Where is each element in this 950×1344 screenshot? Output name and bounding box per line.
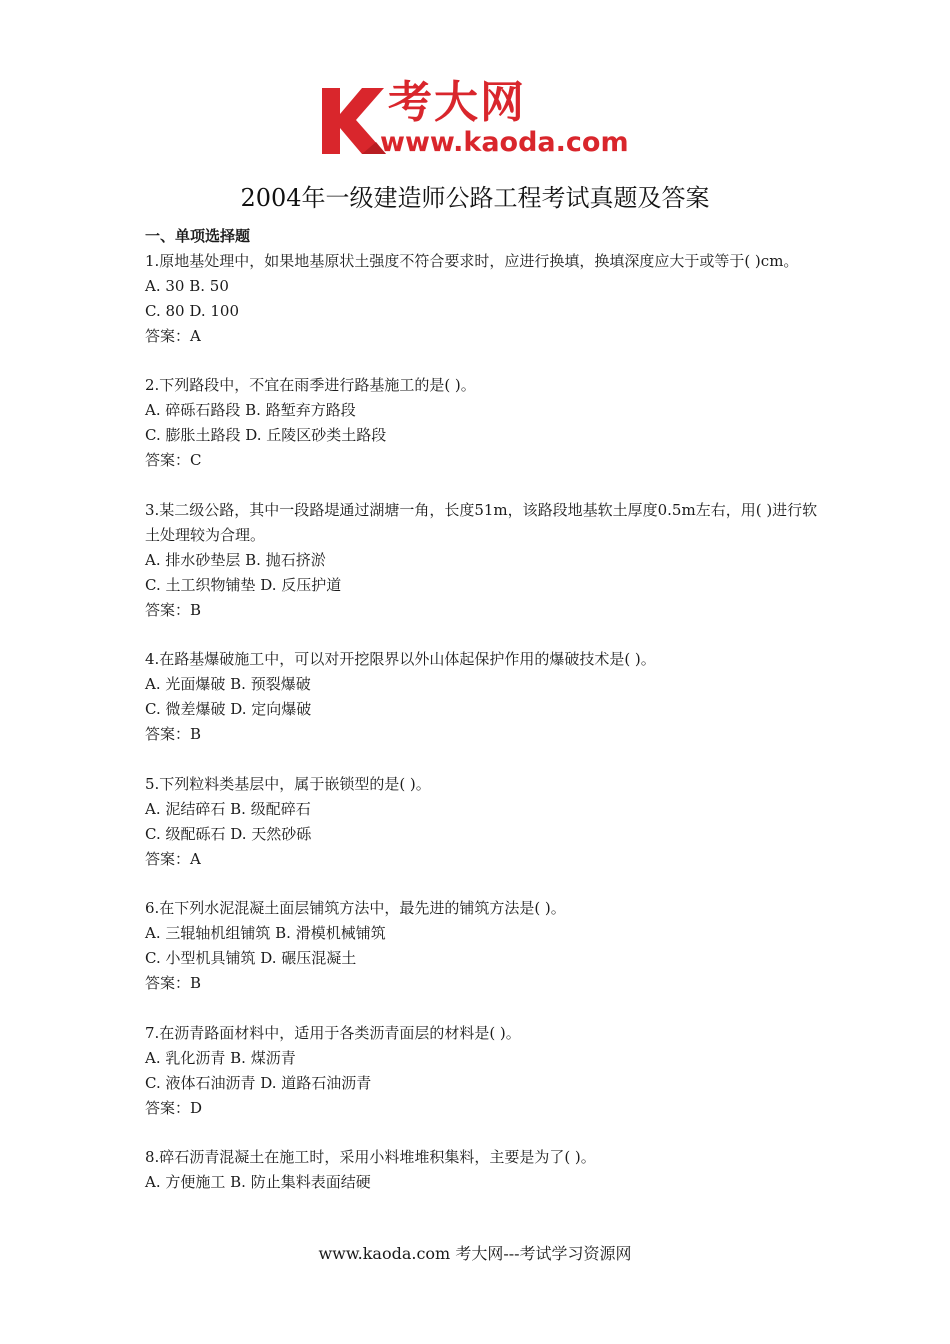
question-stem: 7.在沥青路面材料中，适用于各类沥青面层的材料是( )。 (145, 1023, 521, 1042)
question-stem: 6.在下列水泥混凝土面层铺筑方法中，最先进的铺筑方法是( )。 (145, 899, 566, 918)
option-line: A. 乳化沥青 B. 煤沥青 (145, 1048, 296, 1067)
option-line: A. 30 B. 50 (145, 276, 229, 295)
question-stem: 4.在路基爆破施工中，可以对开挖限界以外山体起保护作用的爆破技术是( )。 (145, 650, 656, 669)
question-stem: 8.碎石沥青混凝土在施工时，采用小料堆堆积集料，主要是为了( )。 (145, 1148, 596, 1167)
option-line: A. 三辊轴机组铺筑 B. 滑模机械铺筑 (145, 924, 386, 943)
option-line: C. 膨胀土路段 D. 丘陵区砂类土路段 (145, 426, 387, 445)
logo-text: 考大网 (388, 77, 526, 128)
option-line: A. 碎砾石路段 B. 路堑弃方路段 (145, 401, 356, 420)
option-line: A. 泥结碎石 B. 级配碎石 (145, 799, 311, 818)
question-3 (145, 498, 825, 623)
answer-line: 答案：B (145, 974, 202, 993)
answer-line: 答案：B (145, 725, 202, 744)
question-7 (145, 1021, 825, 1121)
logo-url: www.kaoda.com (380, 127, 629, 158)
page-footer: www.kaoda.com 考大网---考试学习资源网 (318, 1244, 632, 1263)
option-line: C. 小型机具铺筑 D. 碾压混凝土 (145, 949, 357, 968)
question-stem: 1.原地基处理中，如果地基原状土强度不符合要求时，应进行换填，换填深度应大于或等于( )cm。 (145, 251, 799, 270)
question-stem: 2.下列路段中，不宜在雨季进行路基施工的是( )。 (145, 376, 476, 395)
option-line: C. 液体石油沥青 D. 道路石油沥青 (145, 1073, 372, 1092)
answer-line: 答案：B (145, 600, 202, 619)
question-6 (145, 896, 825, 996)
question-8 (145, 1145, 825, 1195)
option-line: A. 光面爆破 B. 预裂爆破 (145, 675, 311, 694)
option-line: C. 微差爆破 D. 定向爆破 (145, 700, 312, 719)
question-4 (145, 647, 825, 747)
answer-line: 答案：C (145, 451, 202, 470)
question-5 (145, 772, 825, 872)
question-2 (145, 373, 825, 473)
option-line: C. 80 D. 100 (145, 301, 239, 320)
answer-line: 答案：A (145, 849, 201, 868)
question-list (145, 224, 825, 1220)
section-heading: 一、单项选择题 (145, 227, 251, 245)
option-line: A. 方便施工 B. 防止集料表面结硬 (145, 1173, 371, 1192)
question-stem: 5.下列粒料类基层中，属于嵌锁型的是( )。 (145, 774, 431, 793)
answer-line: 答案：A (145, 326, 201, 345)
option-line: A. 排水砂垫层 B. 抛石挤淤 (145, 550, 326, 569)
option-line: C. 级配砾石 D. 天然砂砾 (145, 824, 312, 843)
question-stem: 3.某二级公路，其中一段路堤通过湖塘一角，长度51m，该路段地基软土厚度0.5m左右，用( )进行软土处理较为合理。 (145, 500, 818, 544)
question-1 (145, 249, 825, 349)
answer-line: 答案：D (145, 1098, 203, 1117)
option-line: C. 土工织物铺垫 D. 反压护道 (145, 575, 342, 594)
document-title: 2004年一级建造师公路工程考试真题及答案 (240, 184, 710, 212)
kaoda-logo (318, 78, 638, 160)
